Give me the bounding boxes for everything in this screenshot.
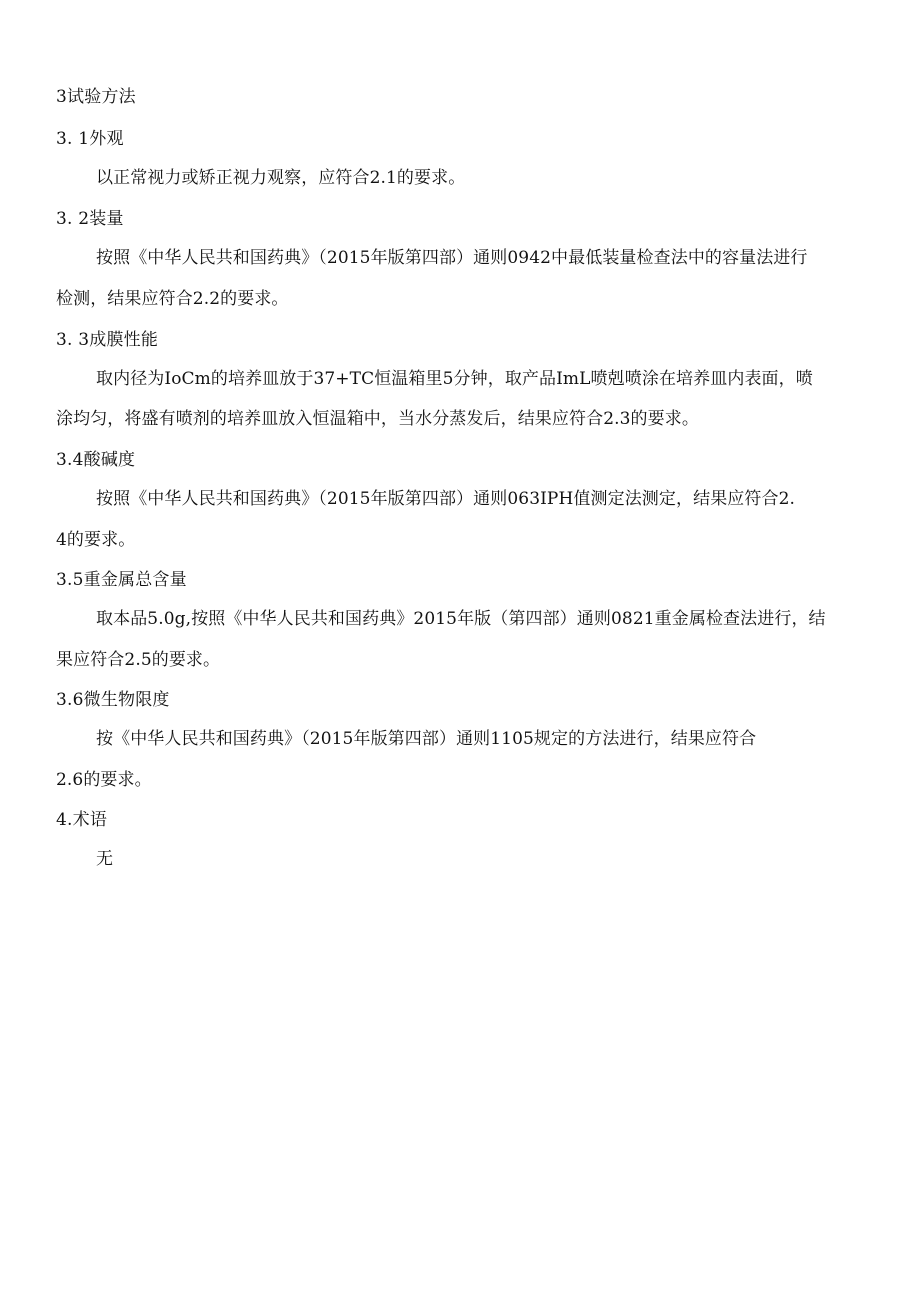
paragraph-fill-volume-line-1: 按照《中华人民共和国药典》（2015年版第四部）通则0942中最低装量检查法中的容量法进行 [96,248,808,268]
subheading-ph: 3.4酸碱度 [56,450,136,470]
paragraph-microbial-limit-line-2: 2.6的要求。 [56,770,152,790]
paragraph-appearance: 以正常视力或矫正视力观察，应符合2.1的要求。 [96,168,466,188]
paragraph-film-forming-line-2: 涂均匀，将盛有喷剂的培养皿放入恒温箱中，当水分蒸发后，结果应符合2.3的要求。 [56,409,699,429]
paragraph-ph-line-2: 4的要求。 [56,530,136,550]
paragraph-microbial-limit-line-1: 按《中华人民共和国药典》（2015年版第四部）通则1105规定的方法进行，结果应符合 [96,729,757,749]
paragraph-heavy-metals-line-2: 果应符合2.5的要求。 [56,650,221,670]
paragraph-heavy-metals-line-1: 取本品5.0g,按照《中华人民共和国药典》2015年版（第四部）通则0821重金属检查法进行，结 [96,609,826,629]
subheading-appearance: 3. 1外观 [56,129,124,149]
section-heading-terms: 4.术语 [56,810,108,830]
subheading-heavy-metals: 3.5重金属总含量 [56,570,187,590]
subheading-fill-volume: 3. 2装量 [56,209,124,229]
paragraph-film-forming-line-1: 取内径为IoCm的培养皿放于37+TC恒温箱里5分钟，取产品ImL喷剋喷涂在培养皿内表面，喷 [96,369,813,389]
paragraph-terms: 无 [96,849,114,869]
paragraph-ph-line-1: 按照《中华人民共和国药典》（2015年版第四部）通则063IPH值测定法测定，结果应符合2. [96,489,796,509]
section-heading-test-methods: 3试验方法 [56,87,136,107]
subheading-film-forming: 3. 3成膜性能 [56,330,159,350]
subheading-microbial-limit: 3.6微生物限度 [56,690,170,710]
paragraph-fill-volume-line-2: 检测，结果应符合2.2的要求。 [56,289,289,309]
